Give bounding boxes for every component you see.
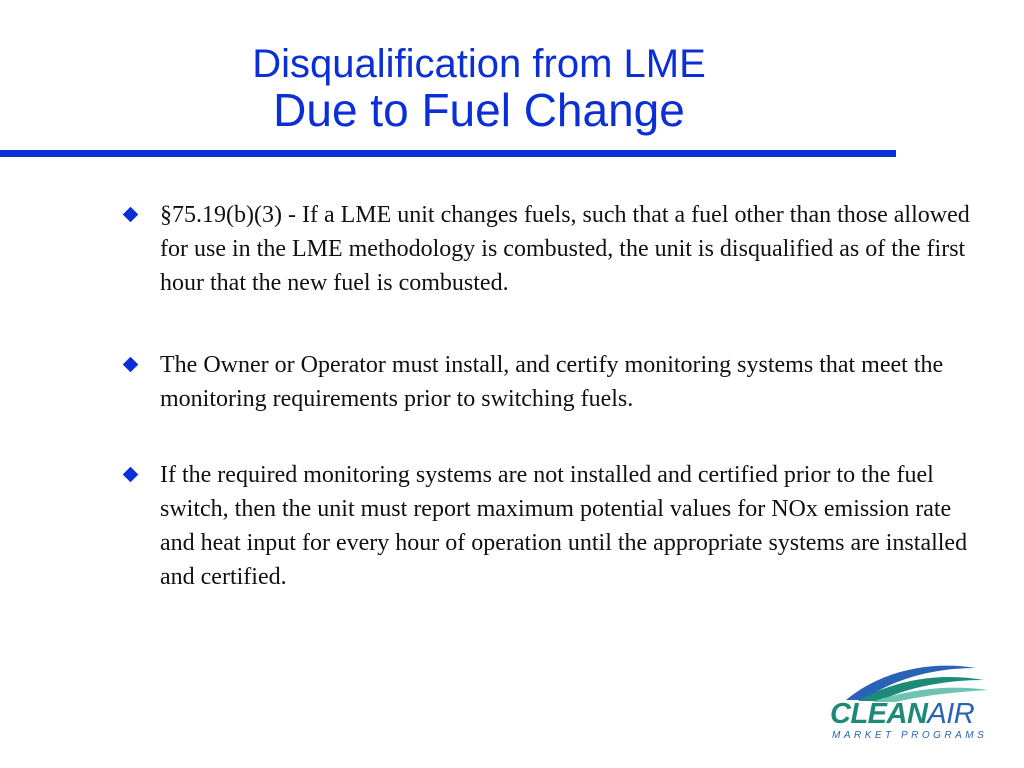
bullet-item [122, 198, 972, 300]
logo-word-clean: CLEAN [830, 698, 928, 730]
bullet-item [122, 348, 972, 416]
logo-word-air: AIR [927, 698, 975, 730]
diamond-bullet-icon [123, 467, 139, 483]
diamond-bullet-icon [123, 357, 139, 373]
logo-tagline: MARKET PROGRAMS [832, 730, 988, 741]
bullet-list [122, 198, 972, 594]
logo-wordmark [830, 698, 974, 731]
bullet-text: §75.19(b)(3) - If a LME unit changes fuels, such that a fuel other than those allowed for use in the LME methodology is combusted, the unit is disqualified as of the first hour that the new fuel is combusted. [160, 202, 970, 296]
title-line-2: Due to Fuel Change [273, 84, 685, 136]
bullet-text: The Owner or Operator must install, and certify monitoring systems that meet the monitoring requirements prior to switching fuels. [160, 352, 944, 412]
title-line-1: Disqualification from LME [252, 42, 706, 86]
slide-title [0, 42, 958, 134]
bullet-text: If the required monitoring systems are not installed and certified prior to the fuel switch, then the unit must report maximum potential values for NOx emission rate and heat input for every hour of operation until the appropriate systems are installed and certified. [160, 462, 968, 590]
wave-swoosh-icon [824, 654, 994, 704]
clean-air-logo [824, 654, 994, 744]
diamond-bullet-icon [123, 207, 139, 223]
bullet-item [122, 458, 972, 594]
title-divider [0, 150, 896, 157]
